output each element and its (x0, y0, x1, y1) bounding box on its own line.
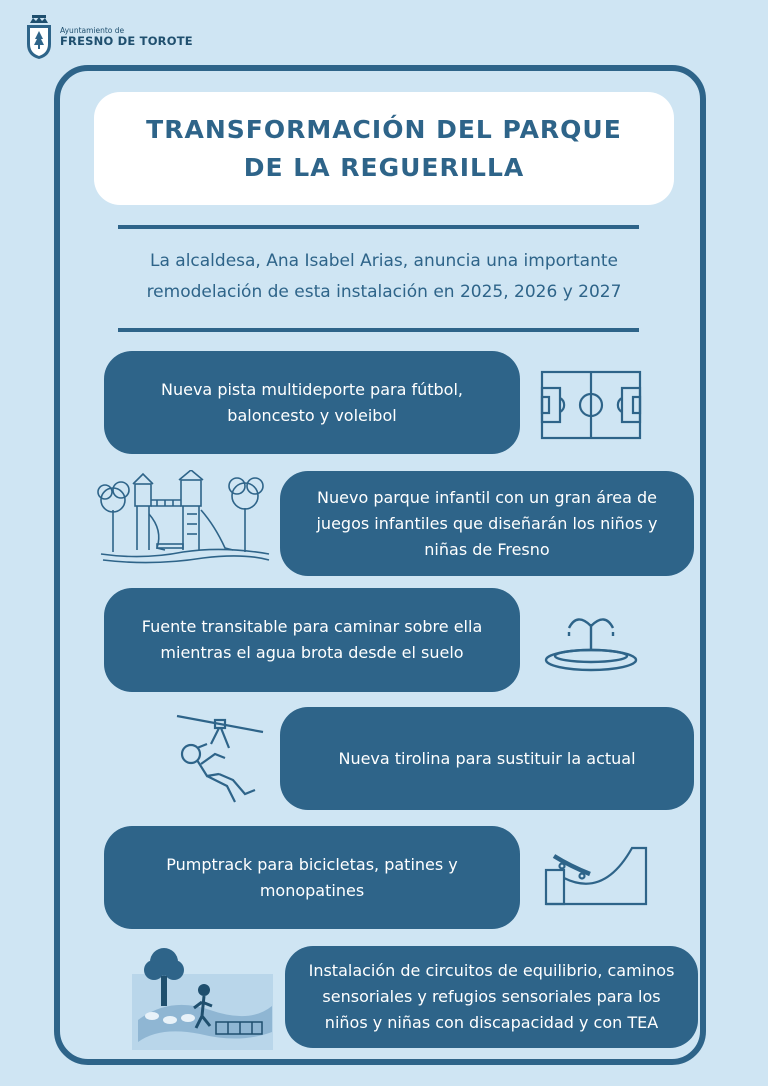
feature-card-playground (280, 471, 694, 576)
feature-text: Nuevo parque infantil con un gran área de juegos infantiles que diseñarán los niños y niñas de Fresno (316, 487, 658, 559)
playground-icon (93, 470, 273, 566)
feature-card-sensory (285, 946, 698, 1048)
feature-text: Fuente transitable para caminar sobre ella mientras el agua brota desde el suelo (141, 617, 483, 662)
divider-top (118, 225, 639, 229)
feature-card-multisport (104, 351, 520, 454)
divider-bottom (118, 328, 639, 332)
feature-text: Pumptrack para bicicletas, patines y monopatines (166, 854, 458, 900)
feature-text: Nueva pista multideporte para fútbol, baloncesto y voleibol (161, 379, 463, 425)
skate-ramp-icon (542, 844, 648, 906)
feature-card-fountain (104, 588, 520, 692)
subtitle-announcement: La alcaldesa, Ana Isabel Arias, anuncia una importante remodelación de esta instalación en 2025, 2026 y 2027 (146, 251, 622, 302)
sensory-path-icon (130, 940, 275, 1052)
municipal-logo (24, 14, 193, 60)
page-title: TRANSFORMACIÓN DEL PARQUE DE LA REGUERILLA (146, 114, 622, 182)
sports-court-icon (540, 370, 642, 440)
feature-card-pumptrack (104, 826, 520, 929)
feature-card-zipline (280, 707, 694, 810)
fountain-icon (543, 608, 639, 672)
zipline-icon (175, 714, 265, 806)
logo-subtitle: Ayuntamiento de (60, 26, 125, 36)
feature-text: Nueva tirolina para sustituir la actual (338, 748, 636, 768)
coat-of-arms-icon (24, 14, 54, 60)
logo-title: FRESNO DE TOROTE (60, 33, 193, 48)
title-box (94, 92, 674, 205)
feature-text: Instalación de circuitos de equilibrio, caminos sensoriales y refugios sensoriales para los niños y niñas con discapacidad y con TEA (308, 961, 675, 1032)
